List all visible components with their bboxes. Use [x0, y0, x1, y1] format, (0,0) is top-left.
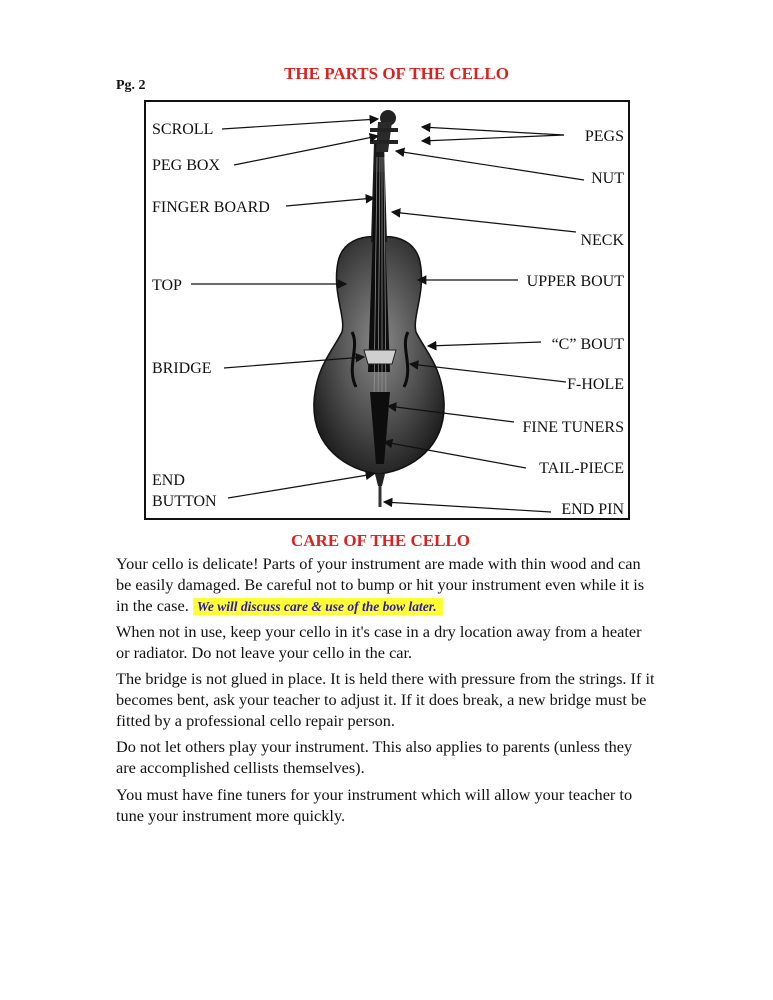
care-paragraph-1 [116, 553, 656, 617]
cello-diagram [144, 100, 630, 520]
page-number: Pg. 2 [116, 78, 146, 93]
label-scroll: SCROLL [152, 121, 214, 138]
label-fine-tuners: FINE TUNERS [522, 419, 624, 436]
label-top: TOP [152, 277, 182, 294]
label-bridge: BRIDGE [152, 360, 212, 377]
bow-highlight-note: We will discuss care & use of the bow later. [193, 598, 443, 615]
label-finger-board: FINGER BOARD [152, 199, 270, 216]
bridge-shape [364, 350, 396, 364]
label-upper-bout: UPPER BOUT [526, 273, 624, 290]
label-tail-piece: TAIL-PIECE [539, 460, 624, 477]
label-pegs: PEGS [584, 128, 624, 145]
page-title: THE PARTS OF THE CELLO [284, 64, 509, 83]
care-paragraph-3: The bridge is not glued in place. It is held there with pressure from the strings. If it becomes bent, ask your teacher to adjust it. If it does break, a new bridge must be fitted by a professional cello repair person. [116, 669, 655, 730]
label-end-pin: END PIN [561, 501, 624, 518]
label-f-hole: F-HOLE [567, 376, 624, 393]
label-neck: NECK [580, 232, 624, 249]
label-peg-box: PEG BOX [152, 157, 221, 174]
care-paragraph-1-text: Your cello is delicate! Parts of your instrument are made with thin wood and can be easily damaged. Be careful not to bump or hit your instrument even while it is in the case. [116, 554, 645, 615]
label-button: BUTTON [152, 493, 217, 510]
label-nut: NUT [591, 170, 624, 187]
care-heading: CARE OF THE CELLO [290, 531, 470, 550]
label-end: END [152, 472, 185, 489]
care-paragraph-4: Do not let others play your instrument. This also applies to parents (unless they are accomplished cellists themselves). [116, 737, 633, 777]
care-paragraph-2: When not in use, keep your cello in it's case in a dry location away from a heater or radiator. Do not leave your cello in the car. [116, 622, 642, 662]
care-paragraph-5: You must have fine tuners for your instrument which will allow your teacher to tune your instrument more quickly. [116, 785, 633, 825]
label-c-bout: “C” BOUT [551, 336, 624, 353]
